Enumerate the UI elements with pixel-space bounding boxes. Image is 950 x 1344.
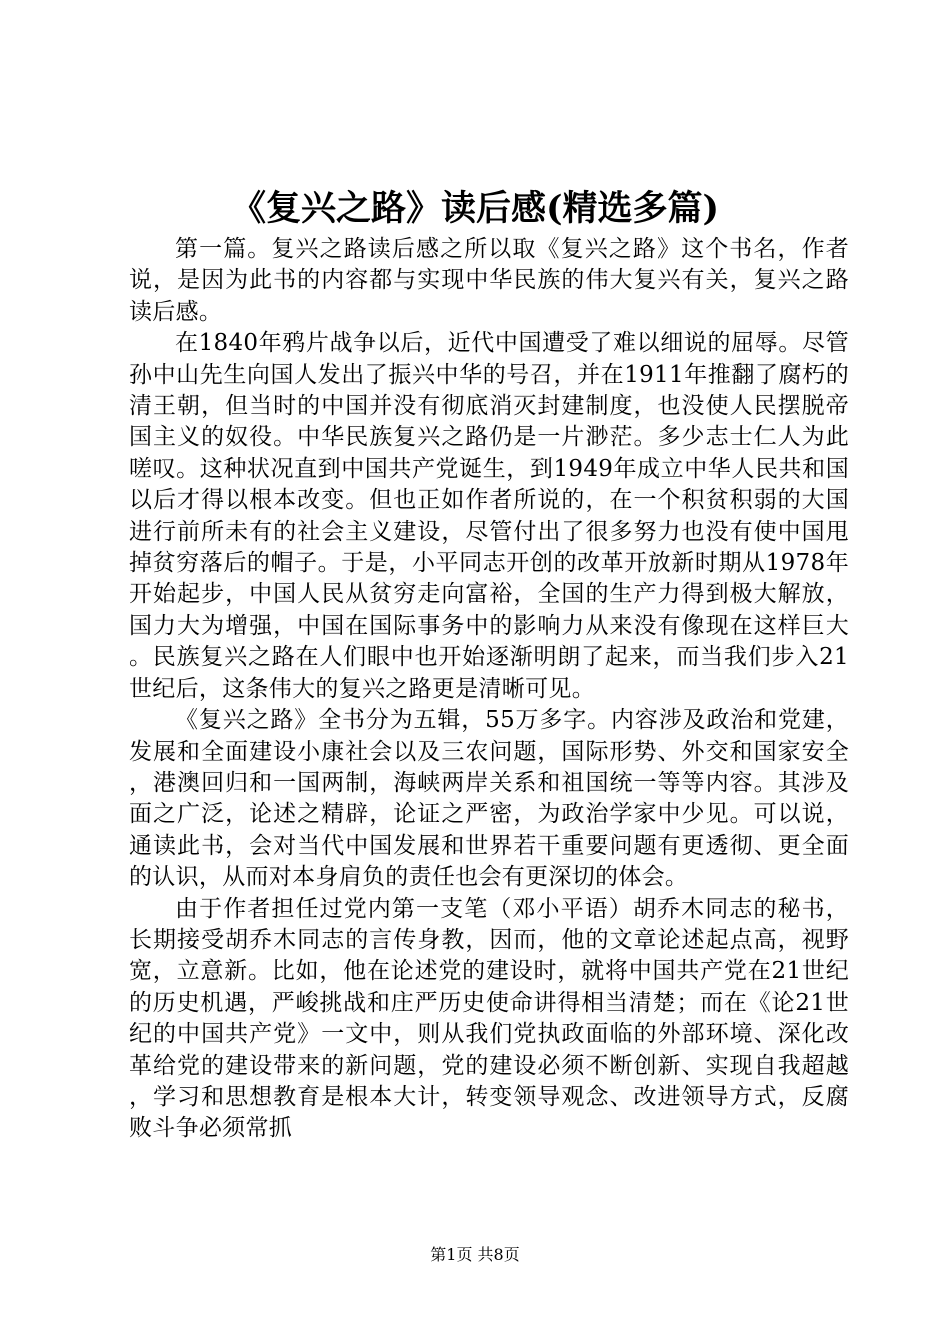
paragraph-2: 在1840年鸦片战争以后，近代中国遭受了难以细说的屈辱。尽管孙中山先生向国人发出了振兴中华的号召，并在1911年推翻了腐朽的清王朝，但当时的中国并没有彻底消灭封建制度，也没使人民摆脱帝国主义的奴役。中华民族复兴之路仍是一片渺茫。多少志士仁人为此嗟叹。这种状况直到中国共产党诞生，到1949年成立中华人民共和国以后才得以根本改变。但也正如作者所说的，在一个积贫积弱的大国进行前所未有的社会主义建设，尽管付出了很多努力也没有使中国甩掉贫穷落后的帽子。于是，小平同志开创的改革开放新时期从1978年开始起步，中国人民从贫穷走向富裕，全国的生产力得到极大解放，国力大为增强，中国在国际事务中的影响力从来没有像现在这样巨大。民族复兴之路在人们眼中也开始逐渐明朗了起来，而当我们步入21世纪后，这条伟大的复兴之路更是清晰可见。 — [129, 330, 849, 702]
paragraph-1: 第一篇。复兴之路读后感之所以取《复兴之路》这个书名，作者说，是因为此书的内容都与实现中华民族的伟大复兴有关，复兴之路读后感。 — [129, 236, 849, 325]
document-body — [129, 234, 849, 1145]
page-footer: 第1页 共8页 — [430, 1245, 520, 1264]
paragraph-3: 《复兴之路》全书分为五辑，55万多字。内容涉及政治和党建，发展和全面建设小康社会以及三农问题，国际形势、外交和国家安全，港澳回归和一国两制，海峡两岸关系和祖国统一等等内容。其涉及面之广泛，论述之精辟，论证之严密，为政治学家中少见。可以说，通读此书，会对当代中国发展和世界若干重要问题有更透彻、更全面的认识，从而对本身肩负的责任也会有更深切的体会。 — [129, 707, 849, 891]
paragraph-4: 由于作者担任过党内第一支笔（邓小平语）胡乔木同志的秘书，长期接受胡乔木同志的言传身教，因而，他的文章论述起点高，视野宽，立意新。比如，他在论述党的建设时，就将中国共产党在21世纪的历史机遇，严峻挑战和庄严历史使命讲得相当清楚；而在《论21世纪的中国共产党》一文中，则从我们党执政面临的外部环境、深化改革给党的建设带来的新问题，党的建设必须不断创新、实现自我超越，学习和思想教育是根本大计，转变领导观念、改进领导方式，反腐败斗争必须常抓 — [129, 895, 849, 1142]
document-title: 《复兴之路》读后感(精选多篇) — [230, 188, 720, 229]
